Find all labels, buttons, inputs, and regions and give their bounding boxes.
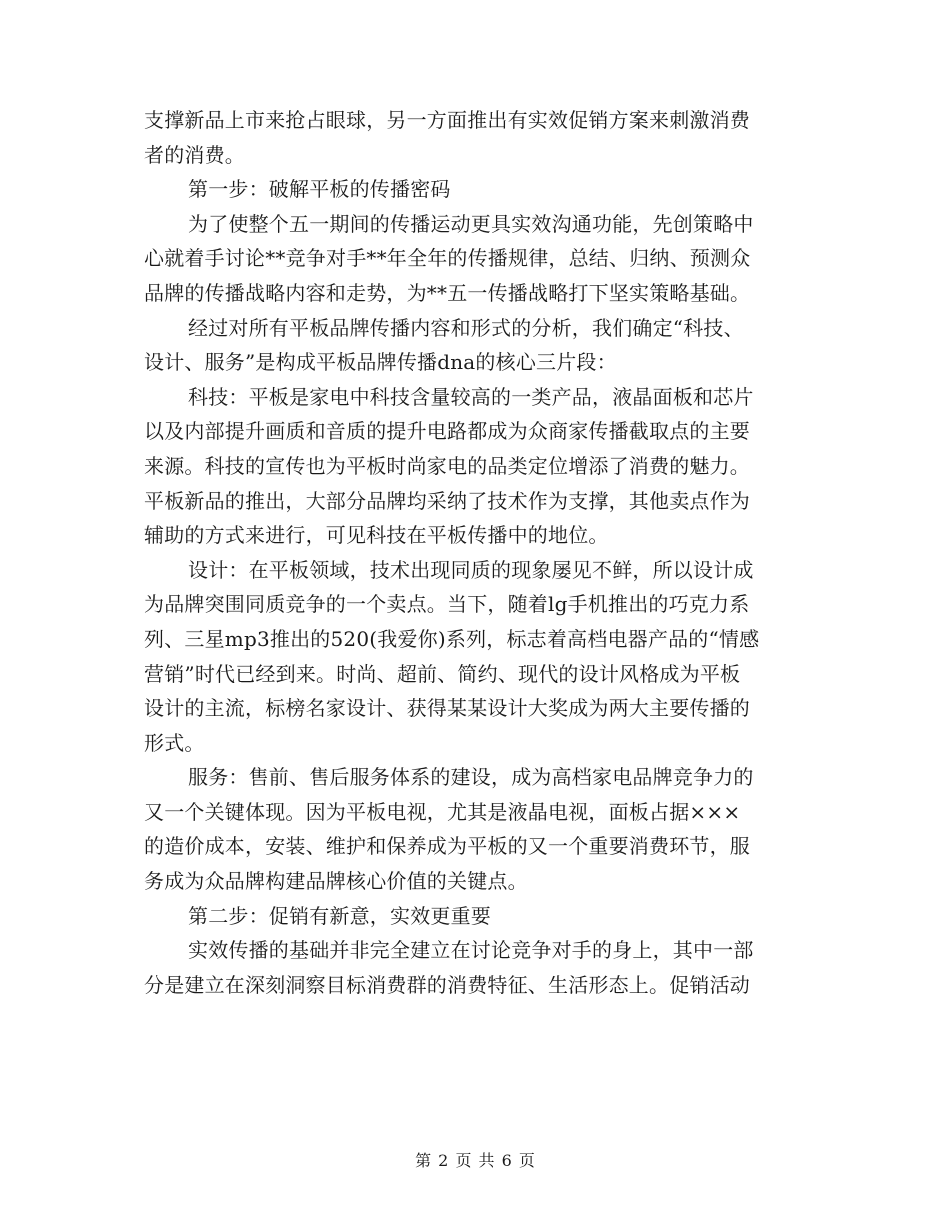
document-body bbox=[144, 103, 804, 1002]
text-line: 支撑新品上市来抢占眼球，另一方面推出有实效促销方案来刺激消费 bbox=[144, 108, 750, 132]
text-line: 又一个关键体现。因为平板电视，尤其是液晶电视，面板占据××× bbox=[144, 799, 741, 824]
text-line: 经过对所有平板品牌传播内容和形式的分析，我们确定“科技、 bbox=[188, 315, 744, 340]
text-line: 者的消费。 bbox=[144, 142, 245, 167]
text-line: 第二步：促销有新意，实效更重要 bbox=[188, 903, 491, 928]
text-line: 形式。 bbox=[144, 730, 205, 755]
text-line: 以及内部提升画质和音质的提升电路都成为众商家传播截取点的主要 bbox=[144, 419, 750, 444]
text-line: 心就着手讨论**竞争对手**年全年的传播规律，总结、归纳、预测众 bbox=[144, 246, 751, 271]
text-line: 辅助的方式来进行，可见科技在平板传播中的地位。 bbox=[144, 523, 609, 548]
text-line: 科技：平板是家电中科技含量较高的一类产品，液晶面板和芯片 bbox=[188, 384, 754, 409]
text-line: 为了使整个五一期间的传播运动更具实效沟通功能，先创策略中 bbox=[188, 211, 754, 236]
text-line: 的造价成本，安装、维护和保养成为平板的又一个重要消费环节，服 bbox=[144, 834, 750, 859]
text-line: 设计的主流，标榜名家设计、获得某某设计大奖成为两大主要传播的 bbox=[144, 696, 750, 721]
text-line: 品牌的传播战略内容和走势，为**五一传播战略打下坚实策略基础。 bbox=[144, 280, 751, 305]
text-line: 分是建立在深刻洞察目标消费群的消费特征、生活形态上。促销活动 bbox=[144, 972, 750, 997]
text-line: 设计：在平板领域，技术出现同质的现象屡见不鲜，所以设计成 bbox=[188, 557, 754, 582]
text-line: 实效传播的基础并非完全建立在讨论竞争对手的身上，其中一部 bbox=[188, 938, 754, 963]
text-line: 平板新品的推出，大部分品牌均采纳了技术作为支撑，其他卖点作为 bbox=[144, 488, 750, 513]
text-line: 列、三星mp3推出的520(我爱你)系列，标志着高档电器产品的“情感 bbox=[144, 626, 760, 651]
page-footer: 第 2 页 共 6 页 bbox=[415, 1151, 535, 1170]
text-line: 服务：售前、售后服务体系的建设，成为高档家电品牌竞争力的 bbox=[188, 765, 754, 790]
text-line: 来源。科技的宣传也为平板时尚家电的品类定位增添了消费的魅力。 bbox=[144, 453, 750, 478]
text-line: 为品牌突围同质竞争的一个卖点。当下，随着lg手机推出的巧克力系 bbox=[144, 592, 750, 617]
text-line: 设计、服务”是构成平板品牌传播dna的核心三片段： bbox=[144, 350, 617, 375]
text-line: 第一步：破解平板的传播密码 bbox=[188, 177, 451, 202]
text-line: 营销”时代已经到来。时尚、超前、简约、现代的设计风格成为平板 bbox=[144, 661, 741, 686]
text-line: 务成为众品牌构建品牌核心价值的关键点。 bbox=[144, 869, 528, 894]
